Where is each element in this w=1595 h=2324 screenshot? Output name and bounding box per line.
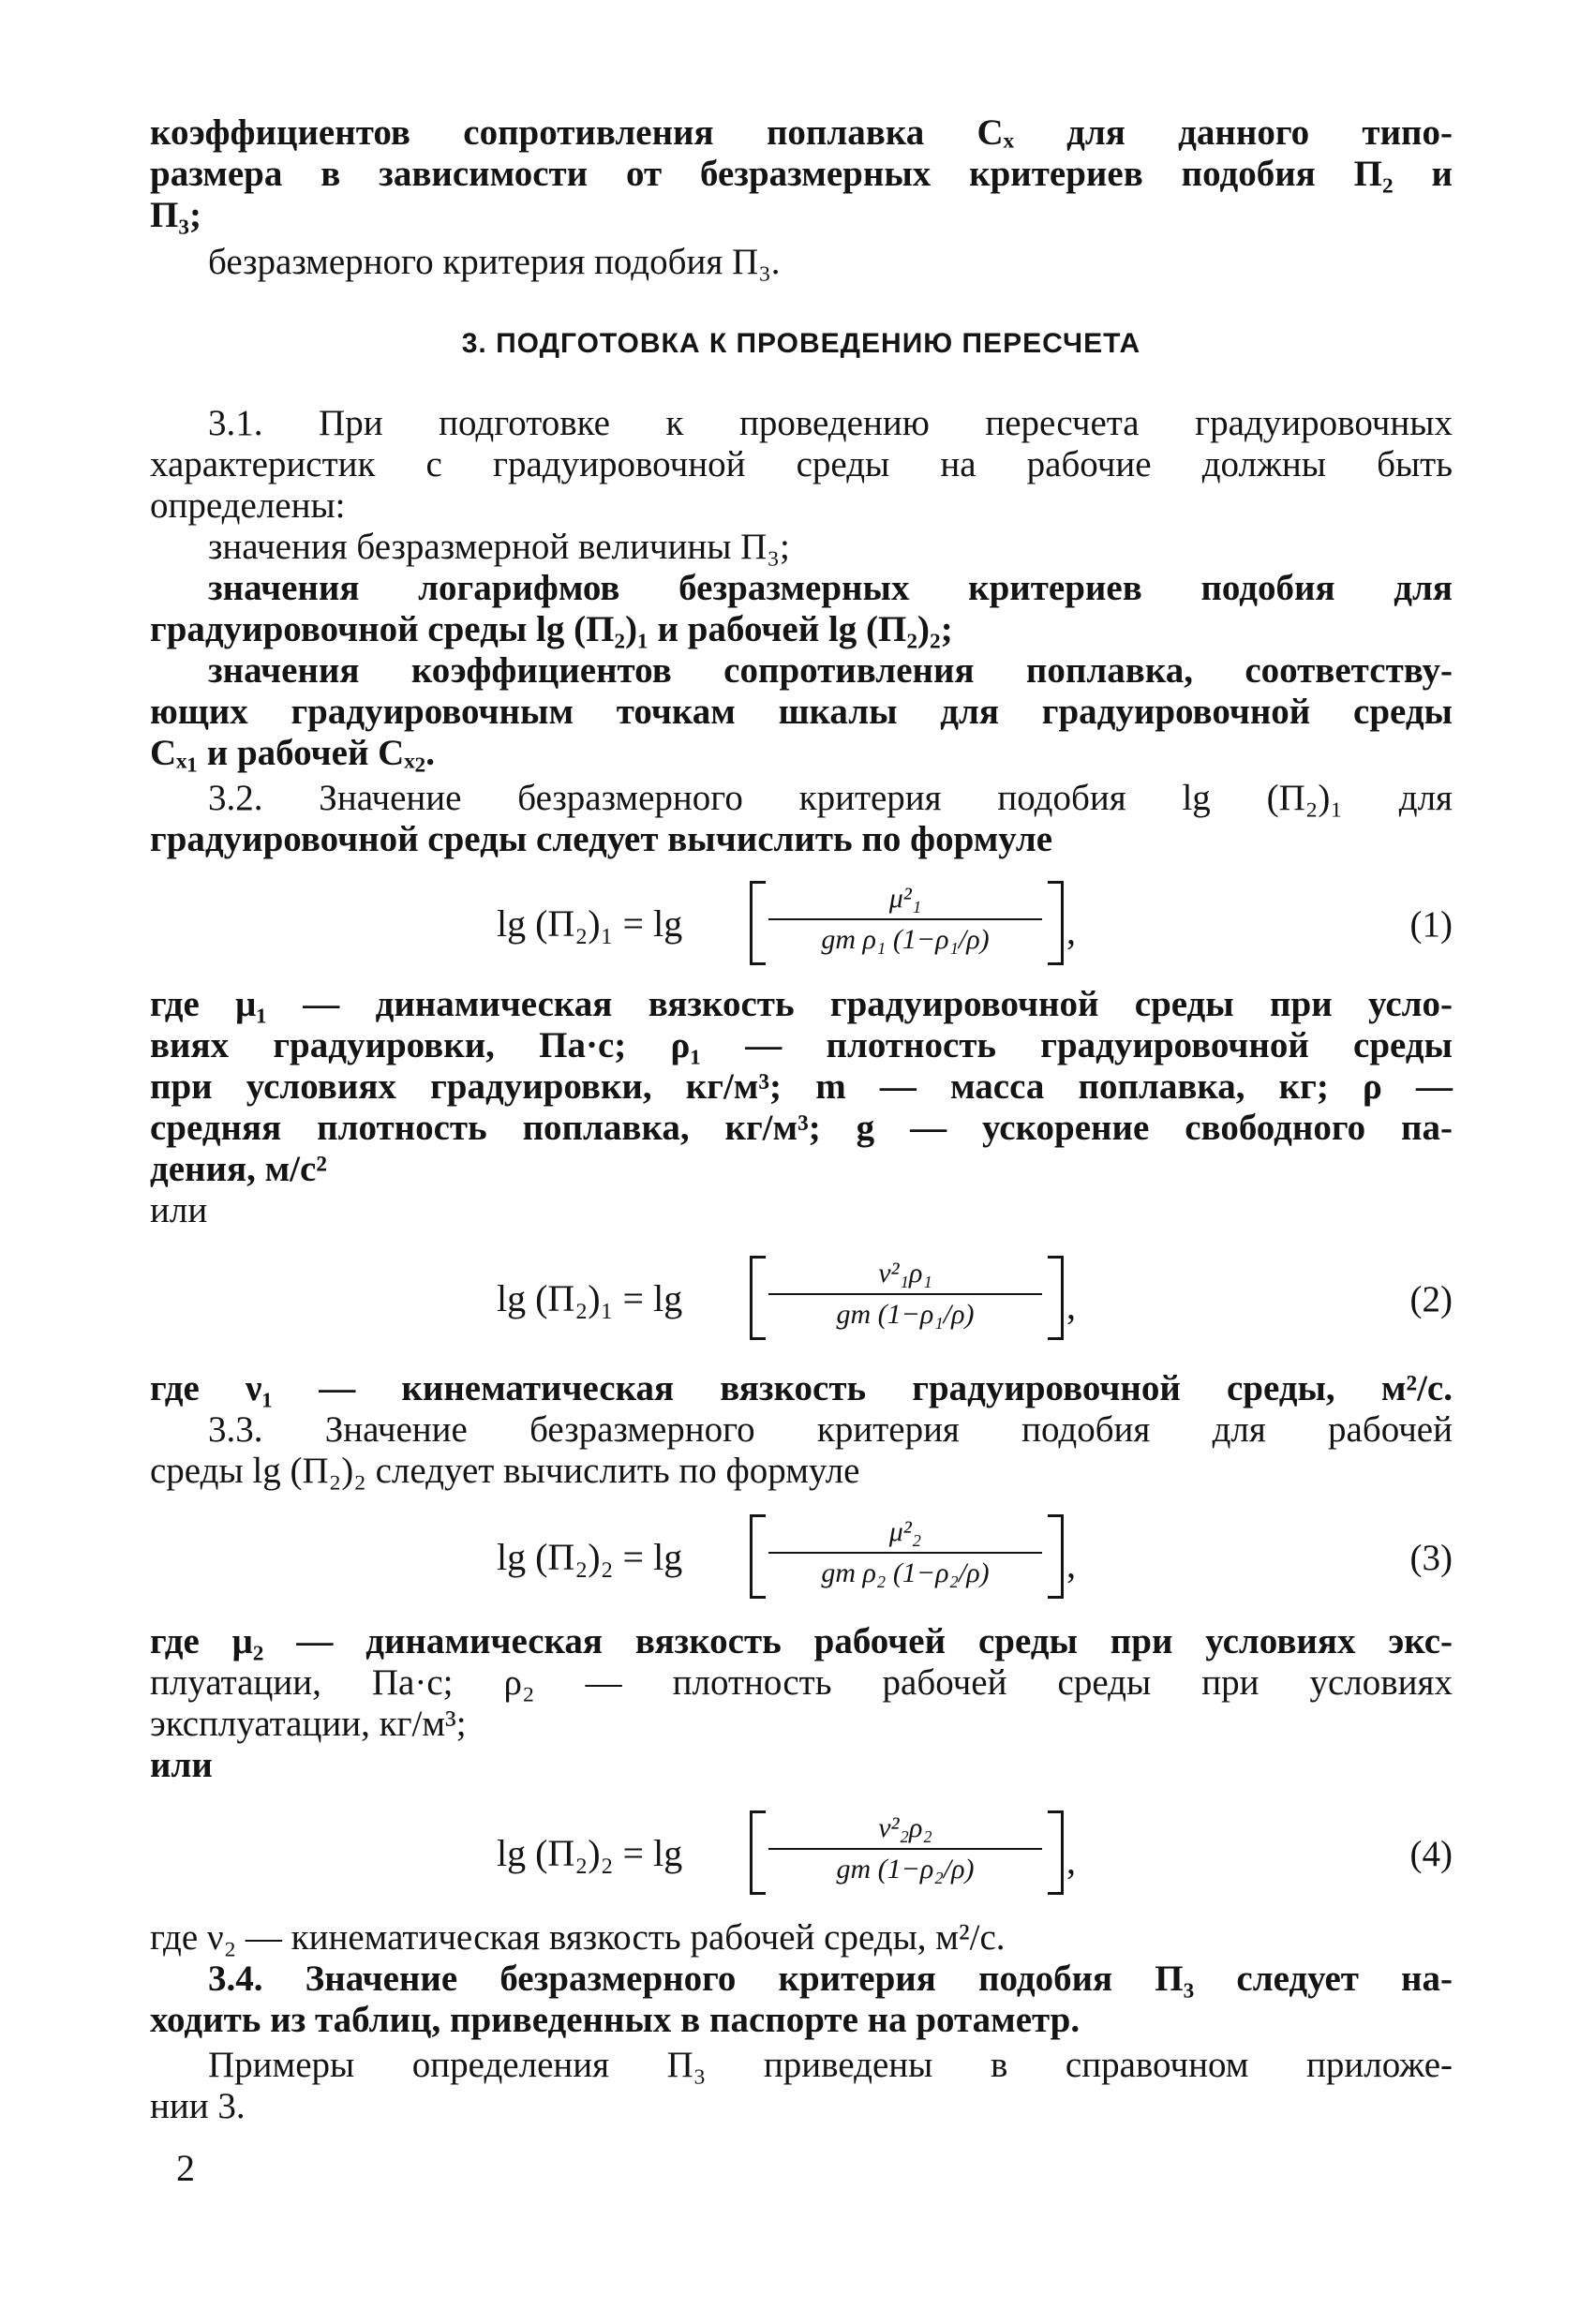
paragraph-line: средняя плотность поплавка, кг/м³; g — ускорение свободного па- — [150, 1108, 1453, 1148]
bracket-left — [750, 881, 766, 965]
equation-number: (2) — [1409, 1279, 1453, 1319]
fraction-bar — [768, 1293, 1042, 1295]
paragraph-line: или — [150, 1745, 213, 1785]
fraction-bar — [768, 1552, 1042, 1554]
formula-denominator: gm ρ₂ (1−ρ₂/ρ) — [821, 1557, 990, 1588]
text-line: П₃; — [150, 195, 202, 235]
formula-2 — [497, 1256, 1078, 1340]
equation-number: (4) — [1409, 1834, 1453, 1874]
paragraph-line: нии 3. — [150, 2086, 246, 2126]
formula-numerator: μ²₂ — [888, 1516, 922, 1547]
paragraph-line: виях градуировки, Па·с; ρ₁ — плотность градуировочной среды — [150, 1025, 1453, 1065]
paragraph-line: Примеры определения П₃ приведены в справочном приложе- — [208, 2045, 1453, 2085]
formula-numerator: ν²₂ρ₂ — [878, 1812, 932, 1843]
paragraph-line: при условиях градуировки, кг/м³; m — масса поплавка, кг; ρ — — [150, 1066, 1453, 1107]
formula-lhs: lg (П₂)₂ = lg — [497, 1536, 683, 1578]
formula-comma: , — [1066, 910, 1076, 952]
formula-numerator: μ²₁ — [888, 883, 922, 914]
equation-number: (3) — [1409, 1538, 1453, 1578]
paragraph-line: 3.4. Значение безразмерного критерия подобия П₃ следует на- — [208, 1959, 1453, 1999]
list-item: значения безразмерной величины П₃; — [208, 527, 790, 567]
formula-3 — [497, 1514, 1078, 1599]
bracket-left — [750, 1810, 766, 1895]
paragraph-line: характеристик с градуировочной среды на рабочие должны быть — [150, 444, 1453, 484]
text-line: коэффициентов сопротивления поплавка Cₓ для данного типо- — [150, 112, 1453, 153]
paragraph-line: где μ₂ — динамическая вязкость рабочей среды при условиях экс- — [150, 1621, 1453, 1661]
bracket-right — [1048, 1810, 1064, 1895]
text-line: размера в зависимости от безразмерных критериев подобия П₂ и — [150, 154, 1453, 194]
formula-lhs: lg (П₂)₁ = lg — [497, 1277, 683, 1319]
paragraph-line: 3.2. Значение безразмерного критерия подобия lg (П₂)₁ для — [208, 778, 1453, 818]
paragraph-line: ходить из таблиц, приведенных в паспорте на ротаметр. — [150, 2000, 1081, 2040]
list-item: градуировочной среды lg (П₂)₁ и рабочей lg (П₂)₂; — [150, 609, 953, 649]
paragraph-line: 3.1. При подготовке к проведению пересчета градуировочных — [208, 403, 1453, 443]
list-item: ющих градуировочным точкам шкалы для градуировочной среды — [150, 692, 1453, 732]
paragraph-line: где μ₁ — динамическая вязкость градуировочной среды при усло- — [150, 984, 1453, 1024]
formula-4 — [497, 1810, 1078, 1895]
section-heading: 3. ПОДГОТОВКА К ПРОВЕДЕНИЮ ПЕРЕСЧЕТА — [461, 328, 1141, 359]
formula-numerator: ν²₁ρ₁ — [878, 1258, 932, 1289]
equation-number: (1) — [1409, 904, 1453, 945]
formula-comma: , — [1066, 1840, 1076, 1882]
paragraph-line: где ν₂ — кинематическая вязкость рабочей среды, м²/с. — [150, 1917, 1006, 1958]
paragraph-line: дения, м/с² — [150, 1149, 327, 1189]
paragraph-line: градуировочной среды следует вычислить по формуле — [150, 819, 1053, 859]
bracket-left — [750, 1256, 766, 1340]
formula-denominator: gm (1−ρ₁/ρ) — [836, 1299, 975, 1330]
paragraph-line: или — [150, 1190, 208, 1230]
formula-comma: , — [1066, 1543, 1076, 1586]
fraction-bar — [768, 918, 1042, 920]
fraction-bar — [768, 1848, 1042, 1850]
page-number: 2 — [176, 2147, 195, 2189]
bracket-right — [1048, 1514, 1064, 1599]
paragraph-line: плуатации, Па·с; ρ₂ — плотность рабочей среды при условиях — [150, 1662, 1453, 1703]
paragraph-line: определены: — [150, 485, 346, 526]
formula-lhs: lg (П₂)₁ = lg — [497, 902, 683, 945]
list-item: значения логарифмов безразмерных критериев подобия для — [208, 568, 1453, 608]
list-item: Cₓ₁ и рабочей Cₓ₂. — [150, 733, 435, 773]
bracket-left — [750, 1514, 766, 1599]
formula-1 — [497, 881, 1078, 965]
bracket-right — [1048, 881, 1064, 965]
formula-denominator: gm ρ₁ (1−ρ₁/ρ) — [821, 924, 990, 955]
paragraph-line: 3.3. Значение безразмерного критерия подобия для рабочей — [208, 1409, 1453, 1450]
paragraph-line: среды lg (П₂)₂ следует вычислить по формуле — [150, 1451, 860, 1491]
formula-lhs: lg (П₂)₂ = lg — [497, 1832, 683, 1874]
formula-comma: , — [1066, 1285, 1076, 1327]
bracket-right — [1048, 1256, 1064, 1340]
paragraph-line: эксплуатации, кг/м³; — [150, 1704, 467, 1744]
formula-denominator: gm (1−ρ₂/ρ) — [836, 1854, 975, 1885]
paragraph-line: где ν₁ — кинематическая вязкость градуировочной среды, м²/с. — [150, 1368, 1453, 1408]
list-item: значения коэффициентов сопротивления поплавка, соответству- — [208, 650, 1453, 691]
text-line: безразмерного критерия подобия П₃. — [208, 242, 781, 282]
